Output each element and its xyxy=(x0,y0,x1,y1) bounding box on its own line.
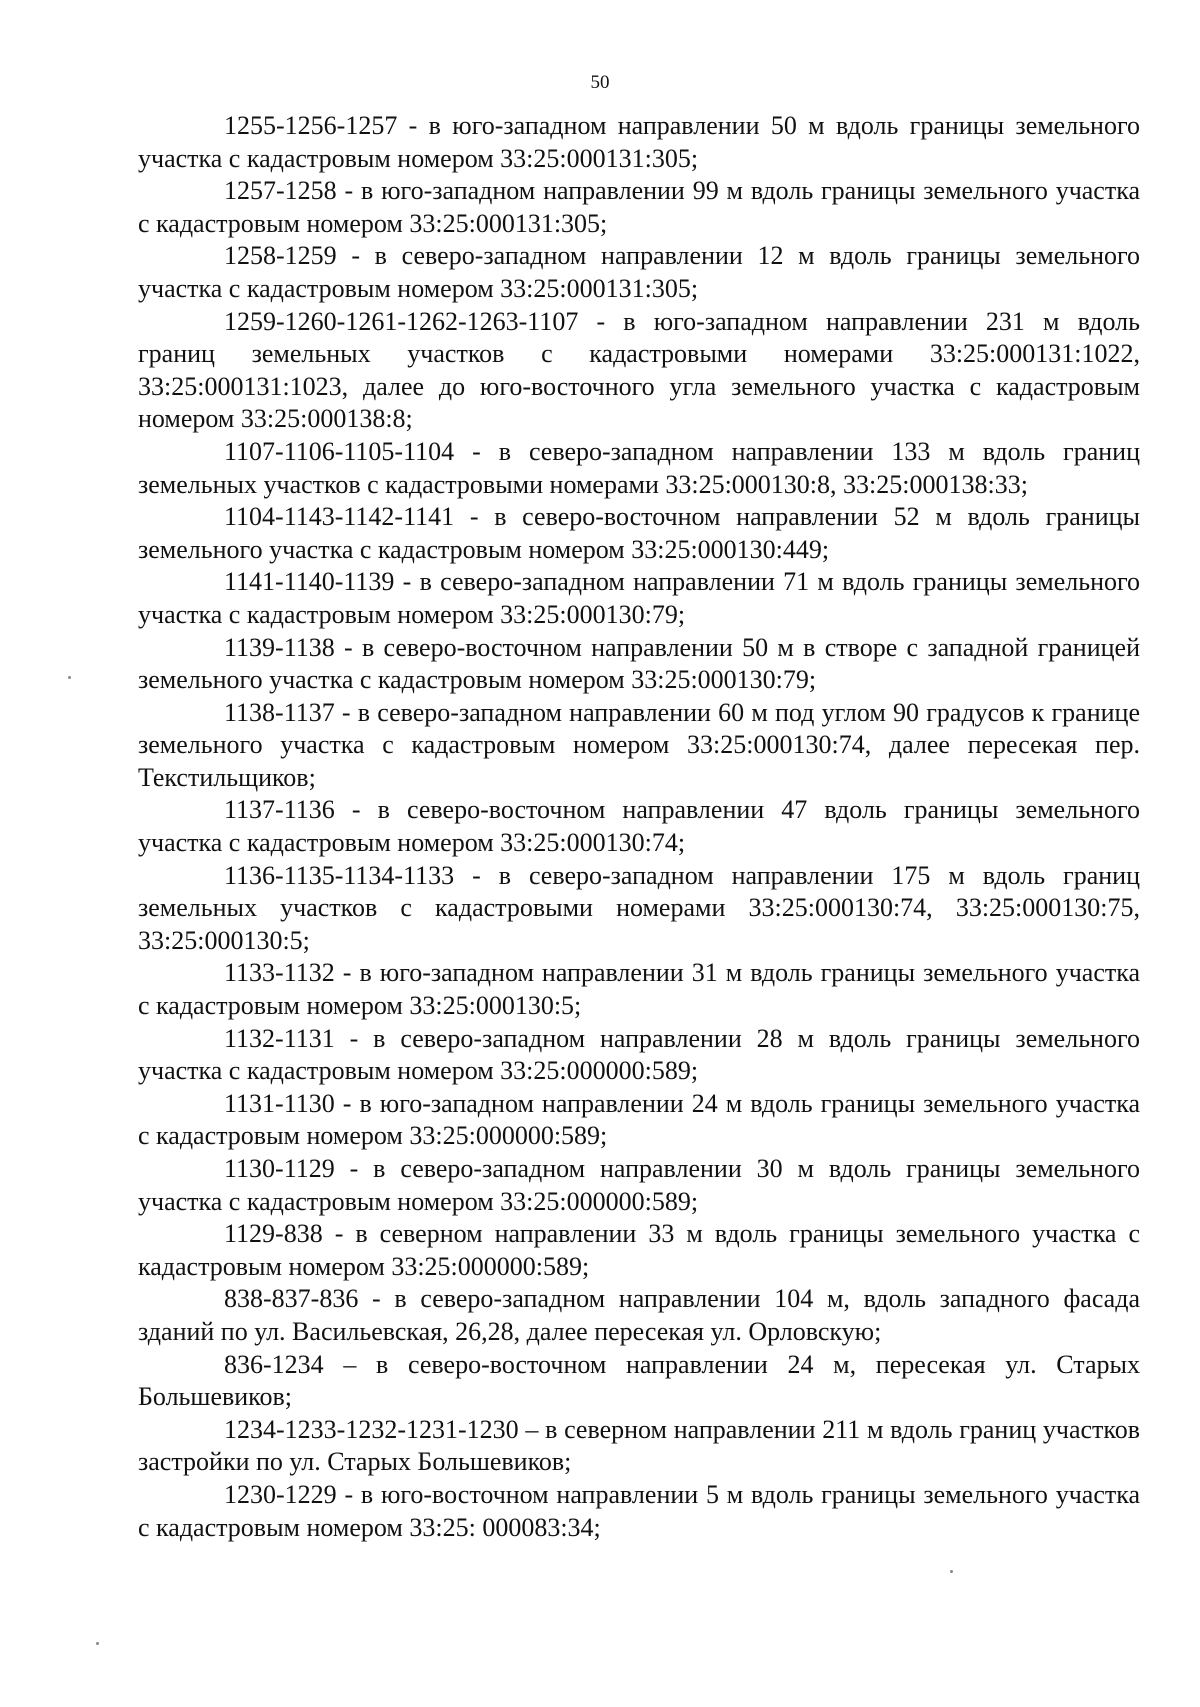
boundary-segment-paragraph: 1234-1233-1232-1231-1230 – в северном направлении 211 м вдоль границ участков застройки по ул. Старых Большевиков; xyxy=(138,1414,1140,1477)
boundary-segment-paragraph: 1139-1138 - в северо-восточном направлении 50 м в створе с западной границей земельного участка с кадастровым номером 33:25:000130:79; xyxy=(138,632,1140,695)
boundary-segment-paragraph: 1131-1130 - в юго-западном направлении 24 м вдоль границы земельного участка с кадастровым номером 33:25:000000:589; xyxy=(138,1088,1140,1151)
boundary-segment-paragraph: 1258-1259 - в северо-западном направлении 12 м вдоль границы земельного участка с кадастровым номером 33:25:000131:305; xyxy=(138,241,1140,303)
boundary-segment-paragraph: 1257-1258 - в юго-западном направлении 99 м вдоль границы земельного участка с кадастровым номером 33:25:000131:305; xyxy=(138,176,1140,238)
boundary-segment-paragraph: 1133-1132 - в юго-западном направлении 31 м вдоль границы земельного участка с кадастровым номером 33:25:000130:5; xyxy=(138,958,1140,1021)
boundary-segment-paragraph: 1138-1137 - в северо-западном направлении 60 м под углом 90 градусов к границе земельного участка с кадастровым номером 33:25:000130:74, далее пересекая пер. Текстильщиков; xyxy=(138,697,1140,792)
boundary-segment-paragraph: 836-1234 – в северо-восточном направлении 24 м, пересекая ул. Старых Большевиков; xyxy=(138,1349,1140,1412)
boundary-segment-paragraph: 1136-1135-1134-1133 - в северо-западном направлении 175 м вдоль границ земельных участков с кадастровыми номерами 33:25:000130:74, 33:25:000130:75, 33:25:000130:5; xyxy=(138,860,1140,955)
scan-speck xyxy=(68,676,71,679)
boundary-segment-paragraph: 1129-838 - в северном направлении 33 м вдоль границы земельного участка с кадастровым номером 33:25:000000:589; xyxy=(138,1219,1140,1281)
scan-speck xyxy=(96,1642,99,1645)
boundary-segment-paragraph: 1137-1136 - в северо-восточном направлении 47 вдоль границы земельного участка с кадастровым номером 33:25:000130:74; xyxy=(138,795,1140,858)
boundary-segment-paragraph: 838-837-836 - в северо-западном направлении 104 м, вдоль западного фасада зданий по ул. Васильевская, 26,28, далее пересекая ул. Орловскую; xyxy=(138,1284,1140,1346)
boundary-segment-paragraph: 1141-1140-1139 - в северо-западном направлении 71 м вдоль границы земельного участка с кадастровым номером 33:25:000130:79; xyxy=(138,567,1140,629)
scan-speck xyxy=(950,1570,953,1573)
page-number: 50 xyxy=(590,72,610,93)
boundary-segment-paragraph: 1130-1129 - в северо-западном направлении 30 м вдоль границы земельного участка с кадастровым номером 33:25:000000:589; xyxy=(138,1154,1140,1216)
boundary-segment-paragraph: 1230-1229 - в юго-восточном направлении 5 м вдоль границы земельного участка с кадастровым номером 33:25: 000083:34; xyxy=(138,1479,1140,1542)
page-body xyxy=(138,110,1140,1544)
boundary-segment-paragraph: 1132-1131 - в северо-западном направлении 28 м вдоль границы земельного участка с кадастровым номером 33:25:000000:589; xyxy=(138,1023,1140,1086)
boundary-segment-paragraph: 1104-1143-1142-1141 - в северо-восточном направлении 52 м вдоль границы земельного участка с кадастровым номером 33:25:000130:449; xyxy=(138,502,1140,564)
boundary-segment-paragraph: 1255-1256-1257 - в юго-западном направлении 50 м вдоль границы земельного участка с кадастровым номером 33:25:000131:305; xyxy=(138,111,1140,173)
boundary-segment-paragraph: 1259-1260-1261-1262-1263-1107 - в юго-западном направлении 231 м вдоль границ земельных участков с кадастровыми номерами 33:25:000131:1022, 33:25:000131:1023, далее до юго-восточного угла земельного участка с кадастровым номером 33:25:000138:8; xyxy=(138,306,1140,434)
boundary-segment-paragraph: 1107-1106-1105-1104 - в северо-западном направлении 133 м вдоль границ земельных участков с кадастровыми номерами 33:25:000130:8, 33:25:000138:33; xyxy=(138,436,1140,499)
